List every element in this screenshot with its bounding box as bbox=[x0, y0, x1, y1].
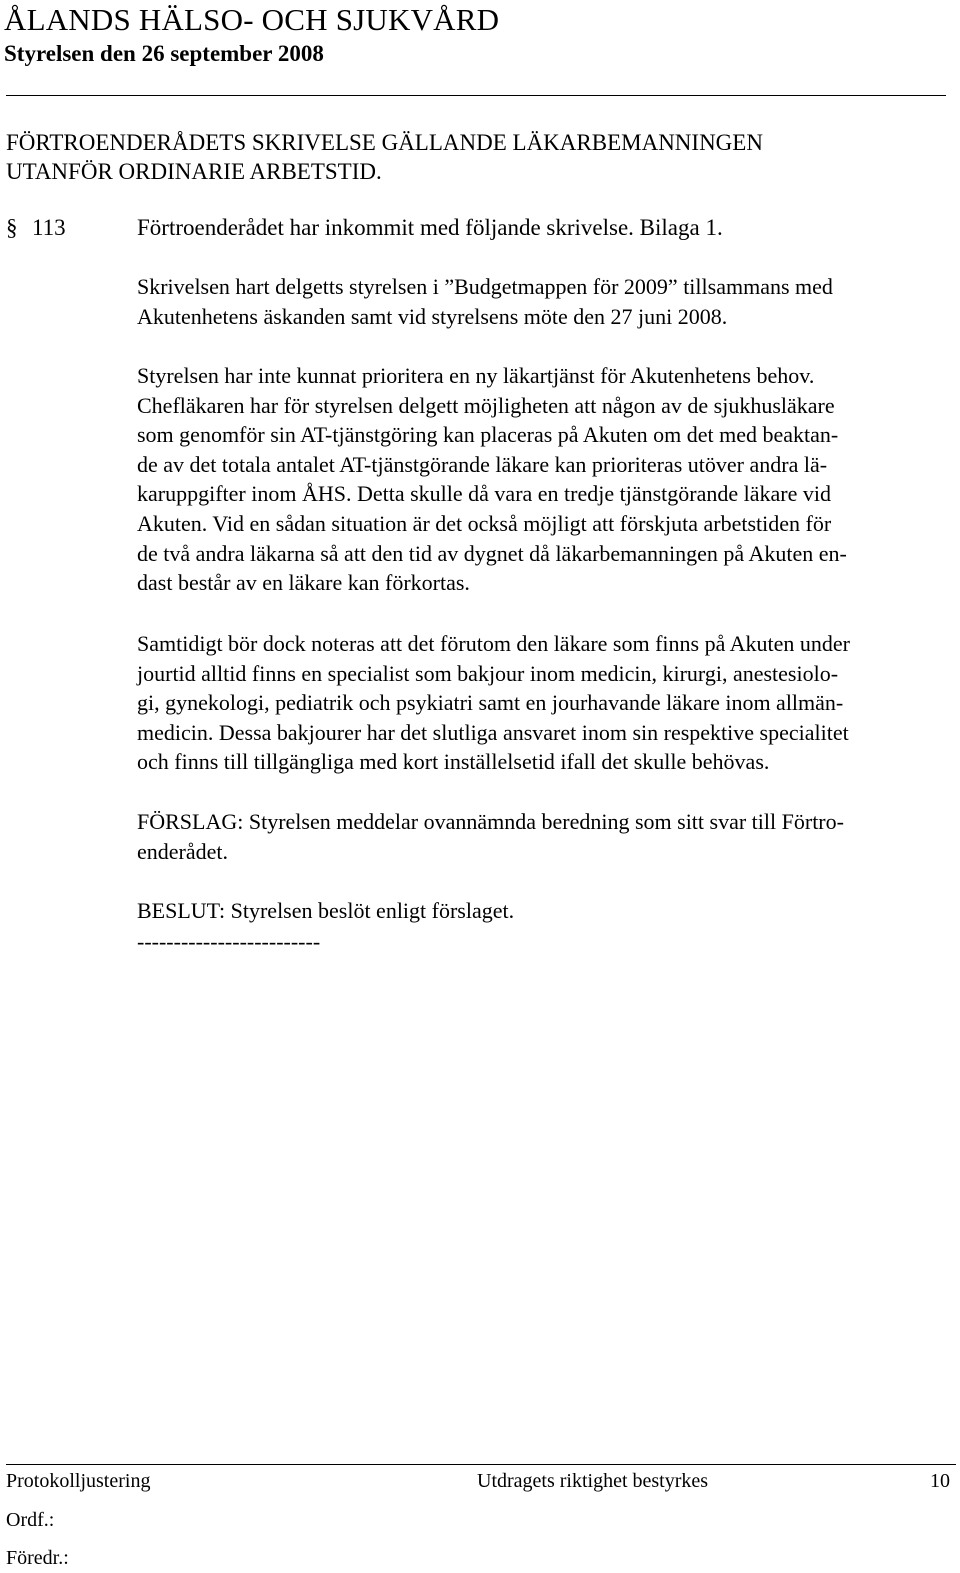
item-text: Förtroenderådet har inkommit med följande skrivelse. Bilaga 1. bbox=[137, 215, 723, 240]
paragraph-line: de av det totala antalet AT-tjänstgörande läkare kan prioriteras utöver andra lä- bbox=[137, 451, 828, 477]
meeting-date: Styrelsen den 26 september 2008 bbox=[4, 41, 324, 66]
presenter-signature-label: Föredr.: bbox=[6, 1547, 69, 1569]
paragraph-line: enderådet. bbox=[137, 838, 228, 864]
paragraph-line: FÖRSLAG: Styrelsen meddelar ovannämnda beredning som sitt svar till Förtro- bbox=[137, 809, 844, 834]
header-divider bbox=[6, 95, 946, 96]
page-number: 10 bbox=[930, 1470, 950, 1492]
paragraph-line: Akuten. Vid en sådan situation är det också möjligt att förskjuta arbetstiden för bbox=[137, 510, 832, 536]
item-number: 113 bbox=[32, 215, 66, 240]
decision-paragraph bbox=[137, 896, 955, 926]
paragraph-line: jourtid alltid finns en specialist som bakjour inom medicin, kirurgi, anestesiolo- bbox=[137, 660, 839, 686]
footer-certification: Utdragets riktighet bestyrkes bbox=[477, 1470, 709, 1492]
paragraph-line: gi, gynekologi, pediatrik och psykiatri samt en jourhavande läkare inom allmän- bbox=[137, 690, 844, 716]
paragraph-line: Akutenhetens äskanden samt vid styrelsens möte den 27 juni 2008. bbox=[137, 303, 728, 329]
paragraph-line: Skrivelsen hart delgetts styrelsen i ”Budgetmappen för 2009” tillsammans med bbox=[137, 274, 833, 299]
paragraph-line: och finns till tillgängliga med kort inställelsetid ifall det skulle behövas. bbox=[137, 749, 770, 775]
paragraph-line: dast består av en läkare kan förkortas. bbox=[137, 570, 470, 596]
section-symbol: § bbox=[6, 215, 18, 240]
paragraph-delivery bbox=[137, 272, 955, 331]
paragraph-line: Styrelsen har inte kunnat prioritera en ny läkartjänst för Akutenhetens behov. bbox=[137, 363, 815, 388]
paragraph-priority bbox=[137, 361, 955, 598]
paragraph-line: de två andra läkarna så att den tid av dygnet då läkarbemanningen på Akuten en- bbox=[137, 540, 847, 566]
paragraph-line: medicin. Dessa bakjourer har det slutliga ansvaret inom sin respektive specialitet bbox=[137, 719, 849, 745]
proposal-paragraph bbox=[137, 807, 955, 866]
footer-protocol-check: Protokolljustering bbox=[6, 1470, 151, 1492]
item-heading bbox=[6, 213, 723, 242]
paragraph-line: karuppgifter inom ÅHS. Detta skulle då vara en tredje tjänstgörande läkare vid bbox=[137, 481, 831, 507]
paragraph-line: som genomför sin AT-tjänstgöring kan placeras på Akuten om det med beaktan- bbox=[137, 422, 839, 448]
paragraph-line: Chefläkaren har för styrelsen delgett möjligheten att någon av de sjukhusläkare bbox=[137, 392, 835, 418]
title-line: UTANFÖR ORDINARIE ARBETSTID. bbox=[6, 159, 382, 184]
title-line: FÖRTROENDERÅDETS SKRIVELSE GÄLLANDE LÄKARBEMANNINGEN bbox=[6, 130, 763, 155]
paragraph-line: Samtidigt bör dock noteras att det förutom den läkare som finns på Akuten under bbox=[137, 631, 851, 656]
closing-dash-rule: ------------------------- bbox=[137, 929, 321, 954]
footer-divider bbox=[6, 1464, 956, 1465]
paragraph-backup-duty bbox=[137, 629, 955, 777]
document-title bbox=[6, 128, 763, 186]
organization-name: ÅLANDS HÄLSO- OCH SJUKVÅRD bbox=[4, 2, 500, 37]
paragraph-line: BESLUT: Styrelsen beslöt enligt förslaget. bbox=[137, 898, 515, 923]
chairman-signature-label: Ordf.: bbox=[6, 1509, 55, 1531]
